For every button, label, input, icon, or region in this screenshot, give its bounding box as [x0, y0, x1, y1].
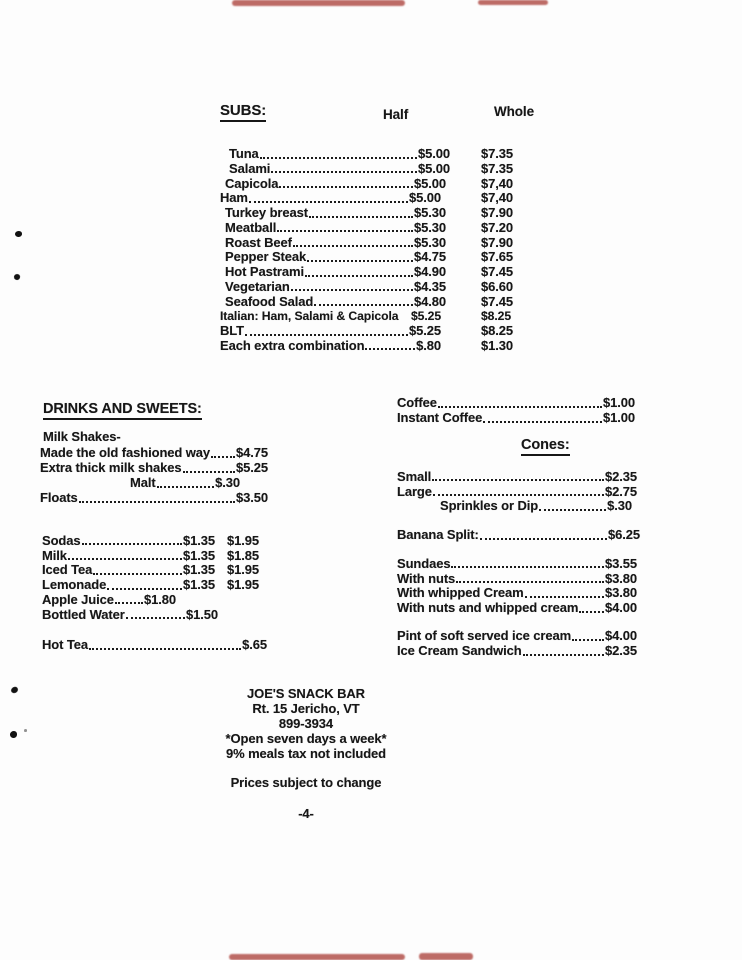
- dot-leader: [157, 486, 214, 488]
- menu-row: [397, 600, 637, 615]
- dot-leader: [126, 617, 185, 619]
- item-price: $3.80: [604, 585, 637, 601]
- whole-price: $7.35: [481, 160, 514, 176]
- scan-artifact-bottom-right: [419, 953, 473, 960]
- open-note: *Open seven days a week*: [225, 731, 387, 746]
- item-name: Salami: [229, 160, 271, 176]
- item-name: Vegetarian: [225, 278, 290, 294]
- menu-row: [40, 445, 268, 460]
- half-price: $5.30: [413, 234, 446, 250]
- item-name: Hot Pastrami: [225, 264, 304, 279]
- item-name: Tuna: [229, 146, 259, 161]
- half-price: $5.30: [413, 205, 446, 220]
- footer: [76, 686, 536, 821]
- dot-leader: [82, 543, 182, 545]
- item-price-small: $1.35: [182, 532, 215, 548]
- ink-speck: [24, 729, 27, 732]
- item-name: Bottled Water: [42, 606, 125, 622]
- item-name: Apple Juice: [42, 591, 114, 607]
- column-header-whole: Whole: [494, 104, 534, 119]
- subs-row: [220, 146, 514, 162]
- whole-price: $7.20: [481, 219, 514, 235]
- menu-row: [130, 475, 240, 490]
- whole-price: $7.45: [481, 264, 514, 279]
- drinks-section-title: DRINKS AND SWEETS:: [43, 402, 202, 420]
- dot-leader: [293, 245, 413, 247]
- dot-leader: [523, 654, 604, 656]
- dot-leader: [579, 611, 604, 613]
- subs-row: [220, 234, 514, 251]
- item-name: Meatball: [225, 219, 277, 235]
- menu-row: [397, 484, 637, 499]
- dot-leader: [79, 501, 235, 503]
- item-name: Malt: [130, 475, 156, 490]
- item-name: Capicola: [225, 175, 279, 191]
- menu-row: [397, 643, 637, 658]
- item-price: $6.25: [607, 527, 640, 542]
- item-name: Instant Coffee: [397, 410, 483, 425]
- half-price: $5.00: [417, 160, 450, 176]
- item-name: Each extra combination: [220, 337, 365, 353]
- dot-leader: [93, 573, 182, 575]
- menu-row: [397, 556, 637, 571]
- subs-row: [220, 205, 514, 221]
- dot-leader: [433, 494, 604, 496]
- dot-leader: [314, 304, 413, 306]
- item-price-small: $1.80: [143, 591, 176, 607]
- dot-leader: [211, 456, 235, 458]
- half-price: $4.35: [413, 278, 446, 294]
- dot-leader: [279, 186, 413, 188]
- dot-leader: [483, 421, 602, 423]
- item-name: Sodas: [42, 532, 81, 548]
- item-name: Coffee: [397, 395, 437, 410]
- menu-row: [42, 592, 259, 607]
- dot-leader: [432, 479, 604, 481]
- item-name: Hot Tea: [42, 637, 89, 652]
- item-price-small: $1.50: [185, 606, 218, 622]
- whole-price: $7.35: [481, 146, 514, 161]
- whole-price: $7.45: [481, 293, 514, 309]
- item-name: Seafood Salad: [225, 293, 314, 309]
- dot-leader: [245, 334, 408, 336]
- dot-leader: [260, 157, 417, 159]
- whole-price: $7.65: [481, 249, 514, 265]
- item-price: $3.50: [235, 490, 268, 505]
- dot-leader: [307, 260, 413, 262]
- item-price: $4.00: [604, 628, 637, 643]
- cones-section-title: Cones:: [521, 438, 570, 456]
- item-price-small: $1.35: [182, 547, 215, 563]
- dot-leader: [115, 602, 143, 604]
- item-price-small: $1.35: [182, 577, 215, 593]
- subs-row: [220, 175, 514, 192]
- item-price: $4.00: [604, 600, 637, 616]
- icecream-list: [397, 628, 637, 658]
- item-price: $3.80: [604, 570, 637, 586]
- menu-row: [397, 469, 637, 484]
- dot-leader: [456, 581, 604, 583]
- subs-row: [220, 309, 511, 324]
- menu-row: [440, 499, 632, 514]
- menu-row: [42, 563, 259, 578]
- half-price: $4.80: [413, 293, 446, 309]
- scan-artifact-top-left: [232, 0, 405, 6]
- half-price: $5.25: [411, 309, 441, 324]
- subs-row: [220, 323, 514, 339]
- half-price: $5.25: [408, 323, 441, 338]
- dot-leader: [271, 171, 417, 173]
- cones-list: [397, 469, 637, 513]
- whole-price: $7,40: [481, 175, 514, 191]
- item-price: $2.35: [604, 468, 637, 484]
- item-name: Iced Tea: [42, 562, 93, 578]
- tax-note: 9% meals tax not included: [225, 746, 387, 761]
- dot-leader: [451, 566, 603, 568]
- sundaes-list: [397, 556, 637, 615]
- menu-row: [40, 490, 268, 505]
- subs-list: [220, 146, 514, 354]
- item-name: Pint of soft served ice cream: [397, 628, 572, 643]
- item-price: $5.25: [235, 460, 268, 475]
- whole-price: $7.90: [481, 205, 514, 220]
- item-name: Ham: [220, 190, 248, 206]
- ink-speck: [15, 231, 22, 237]
- subs-row: [220, 293, 514, 310]
- subs-row: [220, 278, 514, 295]
- scan-artifact-bottom-left: [229, 954, 405, 960]
- banana-split-row: [397, 527, 640, 542]
- item-price-large: $1.95: [227, 562, 260, 578]
- dot-leader: [480, 538, 607, 540]
- item-price: $1.00: [602, 395, 635, 410]
- dot-leader: [68, 558, 182, 560]
- item-name: With nuts and whipped cream: [397, 600, 579, 616]
- dot-leader: [525, 596, 604, 598]
- restaurant-phone: 899-3934: [278, 716, 334, 731]
- scan-artifact-top-right: [478, 0, 548, 5]
- menu-row: [42, 533, 259, 548]
- half-price: $5.00: [413, 175, 446, 191]
- menu-row: [397, 628, 637, 643]
- item-name: Italian: Ham, Salami & Capicola: [220, 309, 399, 324]
- subs-row: [220, 160, 514, 177]
- half-price: $4.75: [413, 249, 446, 265]
- item-price: $.65: [242, 637, 267, 652]
- item-name: Banana Split:: [397, 527, 479, 542]
- item-price-small: $1.35: [182, 562, 215, 578]
- item-price: $1.00: [602, 410, 635, 425]
- subs-row: [220, 337, 514, 354]
- item-name: Made the old fashioned way: [40, 445, 211, 460]
- whole-price: $7.90: [481, 234, 514, 250]
- column-header-half: Half: [383, 107, 409, 122]
- dot-leader: [305, 275, 413, 277]
- item-name: Extra thick milk shakes: [40, 460, 182, 475]
- sodas-list: [42, 533, 259, 622]
- item-name: With whipped Cream: [397, 585, 524, 601]
- item-name: BLT: [220, 323, 245, 338]
- item-name: Turkey breast: [225, 205, 308, 220]
- item-price: $2.35: [604, 643, 637, 658]
- item-price: $3.55: [604, 555, 637, 571]
- dot-leader: [572, 639, 604, 641]
- menu-row: [397, 410, 635, 425]
- item-price: $2.75: [604, 483, 637, 499]
- item-name: Sundaes: [397, 555, 451, 571]
- half-price: $5.00: [408, 190, 441, 206]
- half-price: $5.30: [413, 219, 446, 235]
- prices-note: Prices subject to change: [230, 775, 382, 790]
- item-name: Pepper Steak: [225, 249, 307, 265]
- restaurant-address: Rt. 15 Jericho, VT: [252, 701, 360, 716]
- menu-row: [42, 607, 259, 622]
- item-price-large: $1.85: [227, 547, 260, 563]
- item-name: Lemonade: [42, 577, 107, 593]
- item-name: Floats: [40, 490, 78, 505]
- menu-row: [397, 571, 637, 586]
- dot-leader: [183, 471, 235, 473]
- coffee-list: [397, 395, 635, 425]
- item-name: Ice Cream Sandwich: [397, 643, 522, 658]
- half-price: $.80: [416, 337, 441, 353]
- item-name: Roast Beef: [225, 234, 292, 250]
- dot-leader: [291, 289, 413, 291]
- restaurant-name: JOE'S SNACK BAR: [247, 686, 365, 701]
- whole-price: $6.60: [481, 278, 514, 294]
- item-price-large: $1.95: [227, 577, 260, 593]
- item-name: Milk: [42, 547, 67, 563]
- dot-leader: [365, 348, 415, 350]
- item-name: With nuts: [397, 570, 456, 586]
- item-name: Sprinkles or Dip: [440, 498, 539, 514]
- dot-leader: [309, 216, 413, 218]
- item-name: Large: [397, 483, 432, 499]
- menu-row: [40, 460, 268, 475]
- dot-leader: [107, 588, 182, 590]
- milkshakes-list: [40, 445, 268, 505]
- item-price: $.30: [607, 498, 632, 514]
- item-name: Small: [397, 468, 432, 484]
- subs-row: [220, 264, 514, 280]
- whole-price: $7,40: [481, 190, 514, 206]
- menu-row: [397, 586, 637, 601]
- item-price: $4.75: [235, 445, 268, 460]
- hot-tea-row: [42, 637, 267, 652]
- subs-row: [220, 249, 514, 265]
- half-price: $4.90: [413, 264, 446, 279]
- ink-speck: [10, 731, 17, 738]
- half-price: $5.00: [417, 146, 450, 161]
- milkshakes-label: Milk Shakes-: [43, 429, 121, 444]
- dot-leader: [539, 509, 606, 511]
- item-price-large: $1.95: [227, 532, 260, 548]
- menu-row: [397, 395, 635, 410]
- item-price: $.30: [215, 475, 240, 490]
- dot-leader: [89, 648, 241, 650]
- dot-leader: [277, 230, 413, 232]
- subs-row: [220, 219, 514, 236]
- menu-row: [42, 577, 259, 592]
- whole-price: $1.30: [481, 337, 514, 353]
- whole-price: $8.25: [481, 309, 511, 324]
- subs-section-title: SUBS:: [220, 103, 266, 122]
- subs-row: [220, 190, 514, 206]
- dot-leader: [438, 406, 602, 408]
- whole-price: $8.25: [481, 323, 514, 338]
- dot-leader: [249, 201, 408, 203]
- ink-speck: [13, 273, 21, 281]
- ink-speck: [10, 686, 19, 694]
- page-number: -4-: [298, 806, 314, 821]
- menu-row: [42, 548, 259, 563]
